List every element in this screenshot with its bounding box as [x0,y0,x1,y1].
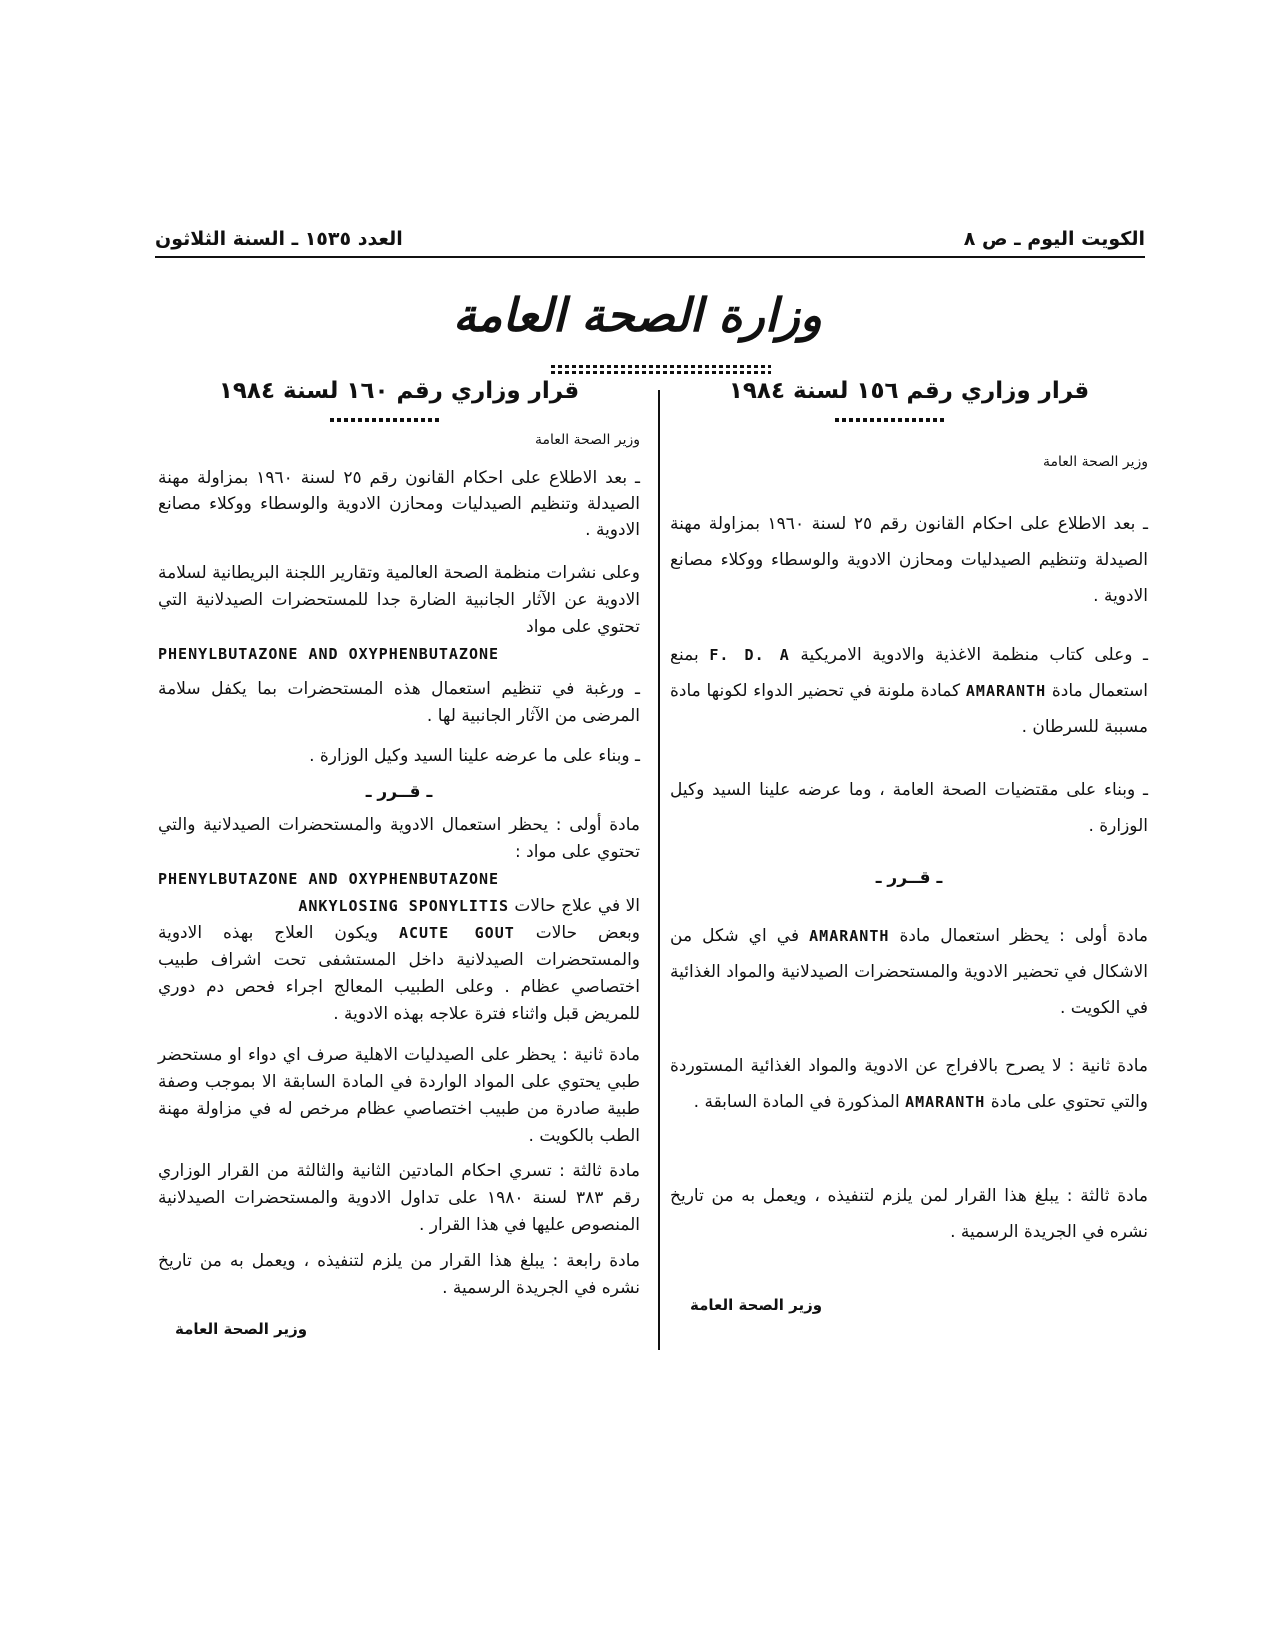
decree-160-preamble-1: ـ بعد الاطلاع على احكام القانون رقم ٢٥ لسنة ١٩٦٠ بمزاولة مهنة الصيدلة وتنظيم الصيدليات ومحازن الادوية والوسطاء ووكلاء مصانع الادوية . [158,468,640,540]
title-ornament [551,365,771,368]
decree-160-signature: وزير الصحة العامة [175,1320,308,1338]
decree-156-preamble-2: ـ وعلى كتاب منظمة الاغذية والادوية الامريكية F. D. A بمنع استعمال مادة AMARANTH كمادة ملونة في تحضير الدواء لكونها مادة مسببة للسرطان . [670,645,1149,737]
decree-156-article-2: مادة ثانية : لا يصرح بالافراج عن الادوية والمواد الغذائية المستوردة والتي تحتوي على مادة AMARANTH المذكورة في المادة السابقة . [670,1056,1148,1112]
decree-156-body-section-2 [670,637,1148,745]
decree-156-decides: ـ قــرر ـ [875,868,943,888]
decree-160-title: قرار وزاري رقم ١٦٠ لسنة ١٩٨٤ [218,378,580,404]
decree-156-ornament [835,418,945,422]
decree-156-article-3: مادة ثالثة : يبلغ هذا القرار لمن يلزم لتنفيذه ، ويعمل به من تاريخ نشره في الجريدة الرسمية . [670,1186,1148,1242]
decree-156-body-section-1 [670,506,1148,614]
phenylbutazone-term: PHENYLBUTAZONE AND OXYPHENBUTAZONE [158,645,500,663]
amaranth-term: AMARANTH [809,927,890,945]
decree-160-ornament [330,418,440,422]
header-rule [155,256,1145,258]
decree-160-article-2: مادة ثانية : يحظر على الصيدليات الاهلية صرف اي دواء او مستحضر طبي يحتوي على المواد الواردة في المادة السابقة الا بموجب وصفة طبية صادرة من طبيب اختصاصي عظام مرخص له في مزاولة مهنة الطب بالكويت . [158,1045,640,1146]
page-header-left: العدد ١٥٣٥ ـ السنة الثلاثون [155,228,403,250]
decree-160-article-3: مادة ثالثة : تسري احكام المادتين الثانية والثالثة من القرار الوزاري رقم ٣٨٣ لسنة ١٩٨٠ على تداول الادوية والمستحضرات الصيدلانية المنصوص عليها في هذا القرار . [158,1161,640,1235]
decree-156-signature: وزير الصحة العامة [690,1296,823,1314]
phenylbutazone-term: PHENYLBUTAZONE AND OXYPHENBUTAZONE [158,870,500,888]
title-ornament-lower [551,371,771,374]
decree-156-title: قرار وزاري رقم ١٥٦ لسنة ١٩٨٤ [728,378,1090,404]
amaranth-term: AMARANTH [965,682,1047,700]
decree-156-issuer: وزير الصحة العامة [1042,454,1148,470]
acute-gout-term: ACUTE GOUT [398,924,515,942]
page-header-right: الكويت اليوم ـ ص ٨ [963,228,1145,250]
ministry-title: وزارة الصحة العامة [453,288,822,342]
ankylosing-term: ANKYLOSING SPONYLITIS [298,897,510,915]
decree-160-article-1: مادة أولى : يحظر استعمال الادوية والمستحضرات الصيدلانية والتي تحتوي على مواد : PHENYLBUTAZONE AND OXYPHENBUTAZONE الا في علاج حالات ANKYLOSING SPONYLITIS وبعض حالات ACUTE GOUT ويكون العلاج بهذه الادوية والمستحضرات الصيدلانية داخل المستشفى تحت اشراف طبيب اختصاصي عظام . وعلى الطبيب المعالج اجراء فحص دم دوري للمريض قبل واثناء فترة علاجه بهذه الادوية . [158,815,640,1024]
decree-156-article-1: مادة أولى : يحظر استعمال مادة AMARANTH في اي شكل من الاشكال في تحضير الادوية والمستحضرات الصيدلانية والمواد الغذائية في الكويت . [670,926,1149,1018]
fda-abbrev: F. D. A [709,646,790,664]
decree-160-preamble-2: وعلى نشرات منظمة الصحة العالمية وتقارير اللجنة البريطانية لسلامة الادوية عن الآثار الجانبية الضارة جدا للمستحضرات الصيدلانية التي تحتوي على مواد PHENYLBUTAZONE AND OXYPHENBUTAZONE [158,560,640,668]
amaranth-term: AMARANTH [905,1093,986,1111]
decree-160-article-4: مادة رابعة : يبلغ هذا القرار من يلزم لتنفيذه ، ويعمل به من تاريخ نشره في الجريدة الرسمية . [158,1251,640,1298]
decree-160-preamble-4: ـ وبناء على ما عرضه علينا السيد وكيل الوزارة . [309,746,640,766]
decree-160-decides: ـ قــرر ـ [365,782,433,802]
decree-156-body-section-3 [670,772,1148,844]
decree-156-preamble-3: ـ وبناء على مقتضيات الصحة العامة ، وما عرضه علينا السيد وكيل الوزارة . [670,780,1148,836]
decree-160-preamble-3: ـ ورغبة في تنظيم استعمال هذه المستحضرات بما يكفل سلامة المرضى من الآثار الجانبية لها . [158,679,640,726]
decree-156-preamble-1: ـ بعد الاطلاع على احكام القانون رقم ٢٥ لسنة ١٩٦٠ بمزاولة مهنة الصيدلة وتنظيم الصيدليات ومحازن الادوية والوسطاء ووكلاء مصانع الادوية . [670,514,1148,606]
decree-160-issuer: وزير الصحة العامة [534,432,640,448]
column-divider [658,390,660,1350]
